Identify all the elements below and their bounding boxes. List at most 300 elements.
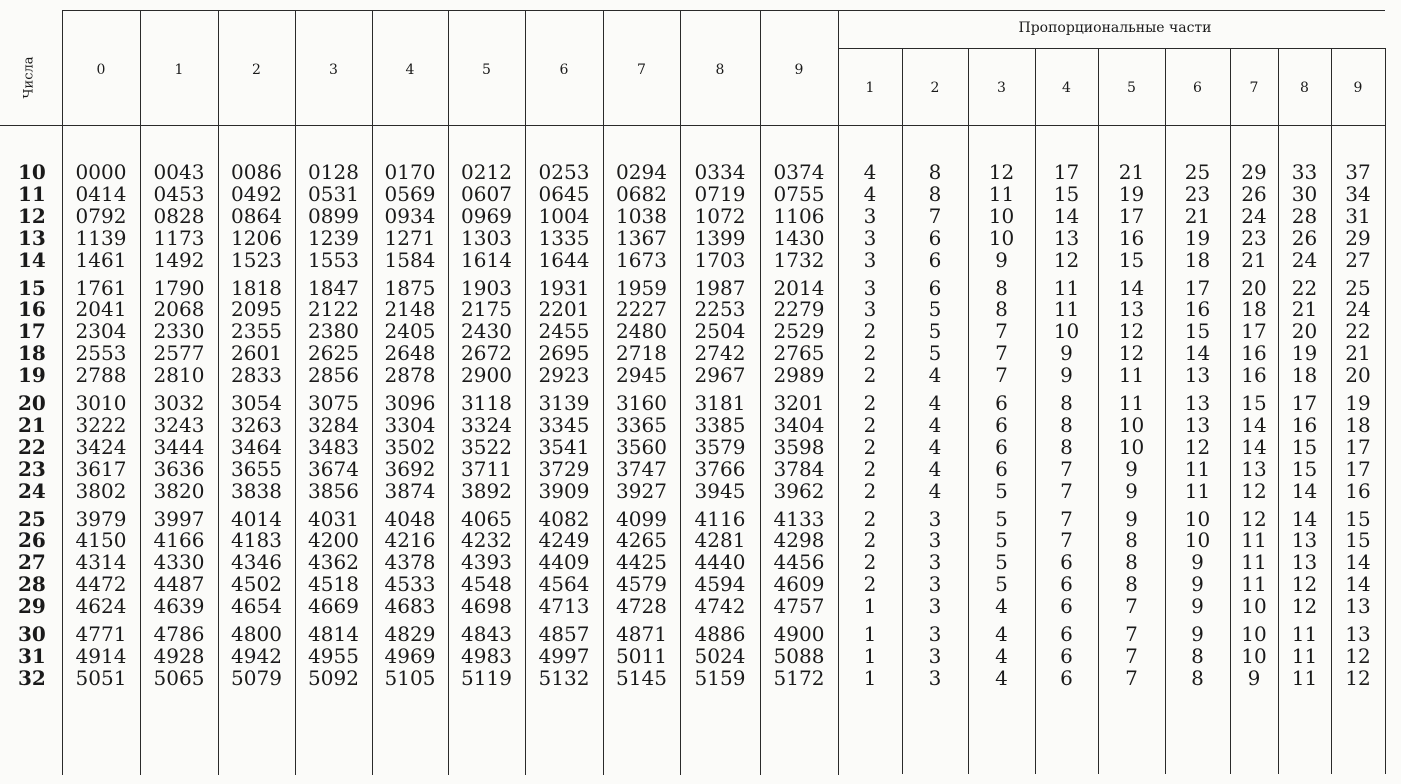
table-cell: 0043 xyxy=(153,160,205,184)
table-cell: 1761 xyxy=(75,275,127,300)
row-number: 30 xyxy=(18,622,46,646)
table-cell: 1430 xyxy=(773,225,825,250)
table-cell: 4502 xyxy=(231,572,282,597)
proportional-cell: 28 xyxy=(1291,203,1318,228)
table-cell: 4639 xyxy=(153,594,205,619)
proportional-cell: 11 xyxy=(1184,478,1211,503)
table-cell: 0086 xyxy=(231,160,282,184)
proportional-cell: 17 xyxy=(1053,160,1080,184)
table-cell: 4133 xyxy=(773,506,825,531)
proportional-cell: 2 xyxy=(863,550,877,575)
proportional-cell: 2 xyxy=(863,456,877,481)
table-cell: 4829 xyxy=(384,622,436,646)
proportional-cell: 14 xyxy=(1118,275,1145,300)
proportional-cell: 29 xyxy=(1241,160,1267,184)
table-cell: 3962 xyxy=(773,478,825,503)
proportional-cell: 5 xyxy=(995,478,1008,503)
table-cell: 2380 xyxy=(308,319,359,344)
proportional-cell: 6 xyxy=(995,412,1008,437)
table-cell: 4886 xyxy=(694,622,746,646)
table-cell: 4983 xyxy=(461,643,512,668)
proportional-cell: 3 xyxy=(928,550,942,575)
table-cell: 4183 xyxy=(231,528,282,553)
proportional-cell: 9 xyxy=(1125,456,1138,481)
table-cell: 3598 xyxy=(773,434,825,459)
proportional-cell: 11 xyxy=(1118,391,1145,415)
proportional-cell: 11 xyxy=(1291,665,1318,690)
table-cell: 4800 xyxy=(231,622,282,646)
header-rule xyxy=(0,125,1385,126)
proportional-cell: 12 xyxy=(1053,247,1080,272)
proportional-cell: 19 xyxy=(1291,341,1318,366)
table-cell: 2553 xyxy=(75,341,127,366)
proportional-column-header: 3 xyxy=(997,80,1006,96)
table-cell: 3766 xyxy=(694,456,746,481)
row-number: 25 xyxy=(18,506,46,531)
proportional-cell: 3 xyxy=(928,572,942,597)
table-cell: 4166 xyxy=(153,528,205,553)
table-cell: 3692 xyxy=(384,456,436,481)
proportional-column-header: 1 xyxy=(865,80,875,96)
table-cell: 4048 xyxy=(384,506,436,531)
table-cell: 4031 xyxy=(308,506,359,531)
proportional-cell: 7 xyxy=(928,203,942,228)
proportional-cell: 8 xyxy=(1125,550,1138,575)
proportional-cell: 6 xyxy=(1060,643,1073,668)
proportional-cell: 4 xyxy=(928,434,942,459)
table-cell: 4969 xyxy=(384,643,436,668)
table-cell: 5159 xyxy=(694,665,746,690)
proportional-cell: 4 xyxy=(995,643,1008,668)
proportional-cell: 10 xyxy=(1053,319,1080,344)
proportional-cell: 8 xyxy=(995,297,1008,322)
table-cell: 3075 xyxy=(308,391,359,415)
table-cell: 2095 xyxy=(231,297,282,322)
table-cell: 4579 xyxy=(616,572,667,597)
table-cell: 4150 xyxy=(75,528,127,553)
table-cell: 4232 xyxy=(461,528,512,553)
proportional-cell: 17 xyxy=(1345,456,1371,481)
table-cell: 2900 xyxy=(461,363,512,388)
proportional-cell: 17 xyxy=(1118,203,1145,228)
row-number: 17 xyxy=(18,319,46,344)
top-rule xyxy=(62,10,1385,11)
table-cell: 4065 xyxy=(461,506,512,531)
table-cell: 4456 xyxy=(773,550,825,575)
table-cell: 0414 xyxy=(75,181,127,206)
table-cell: 3909 xyxy=(538,478,590,503)
table-cell: 0492 xyxy=(231,181,282,206)
table-cell: 4249 xyxy=(538,528,590,553)
table-cell: 3820 xyxy=(153,478,205,503)
table-cell: 2923 xyxy=(538,363,590,388)
proportional-cell: 13 xyxy=(1118,297,1145,322)
table-cell: 2833 xyxy=(231,363,282,388)
table-cell: 0000 xyxy=(75,160,127,184)
proportional-cell: 11 xyxy=(1291,643,1318,668)
proportional-cell: 7 xyxy=(1060,456,1073,481)
table-cell: 3838 xyxy=(231,478,282,503)
proportional-cell: 11 xyxy=(1118,363,1145,388)
table-cell: 1818 xyxy=(231,275,282,300)
proportional-cell: 21 xyxy=(1184,203,1211,228)
table-cell: 4843 xyxy=(461,622,512,646)
row-number: 14 xyxy=(18,247,46,272)
table-cell: 2577 xyxy=(153,341,205,366)
proportional-cell: 10 xyxy=(1118,434,1145,459)
proportional-cell: 2 xyxy=(863,528,877,553)
proportional-cell: 2 xyxy=(863,341,877,366)
table-cell: 3118 xyxy=(461,391,512,415)
table-cell: 2810 xyxy=(153,363,205,388)
column-header: 8 xyxy=(715,62,725,78)
proportional-cell: 3 xyxy=(928,506,942,531)
proportional-cell: 4 xyxy=(928,391,942,415)
proportional-cell: 11 xyxy=(1241,528,1267,553)
table-cell: 2279 xyxy=(773,297,825,322)
table-cell: 2989 xyxy=(773,363,825,388)
row-number: 20 xyxy=(18,391,46,415)
table-cell: 5105 xyxy=(384,665,436,690)
proportional-cell: 13 xyxy=(1184,363,1211,388)
table-cell: 4955 xyxy=(308,643,359,668)
table-cell: 3404 xyxy=(773,412,825,437)
proportional-parts-title: Пропорциональные части xyxy=(1018,20,1212,36)
table-cell: 4393 xyxy=(461,550,512,575)
table-cell: 0531 xyxy=(308,181,359,206)
proportional-column-header: 7 xyxy=(1249,80,1259,96)
table-cell: 3784 xyxy=(773,456,825,481)
proportional-cell: 16 xyxy=(1241,363,1267,388)
proportional-cell: 26 xyxy=(1241,181,1267,206)
table-cell: 0128 xyxy=(308,160,359,184)
table-cell: 3304 xyxy=(384,412,436,437)
table-cell: 0864 xyxy=(231,203,282,228)
proportional-column-header: 8 xyxy=(1300,80,1309,96)
table-cell: 2945 xyxy=(616,363,667,388)
row-number: 24 xyxy=(18,478,46,503)
proportional-cell: 6 xyxy=(995,391,1008,415)
proportional-cell: 16 xyxy=(1184,297,1211,322)
table-cell: 0682 xyxy=(616,181,667,206)
proportional-cell: 19 xyxy=(1345,391,1371,415)
table-cell: 4771 xyxy=(75,622,127,646)
table-cell: 5145 xyxy=(616,665,667,690)
proportional-cell: 1 xyxy=(863,665,877,690)
table-cell: 4346 xyxy=(231,550,282,575)
proportional-cell: 6 xyxy=(928,247,942,272)
proportional-column-header: 2 xyxy=(930,80,940,96)
table-cell: 3284 xyxy=(308,412,359,437)
table-cell: 5079 xyxy=(231,665,282,690)
table-cell: 4362 xyxy=(308,550,359,575)
proportional-cell: 14 xyxy=(1241,412,1267,437)
table-cell: 4728 xyxy=(616,594,667,619)
proportional-cell: 11 xyxy=(1053,275,1080,300)
proportional-column-header: 6 xyxy=(1193,80,1202,96)
proportional-cell: 20 xyxy=(1345,363,1371,388)
proportional-cell: 15 xyxy=(1291,434,1318,459)
proportional-column-header: 9 xyxy=(1353,80,1363,96)
proportional-cell: 1 xyxy=(863,643,877,668)
table-cell: 3345 xyxy=(538,412,590,437)
table-cell: 3711 xyxy=(461,456,512,481)
proportional-cell: 6 xyxy=(995,456,1008,481)
table-cell: 3747 xyxy=(616,456,667,481)
table-cell: 4265 xyxy=(616,528,667,553)
table-cell: 0899 xyxy=(308,203,359,228)
table-cell: 2330 xyxy=(153,319,205,344)
table-cell: 0253 xyxy=(538,160,590,184)
table-cell: 3181 xyxy=(694,391,746,415)
table-cell: 2788 xyxy=(75,363,127,388)
row-number: 12 xyxy=(18,203,46,228)
proportional-cell: 8 xyxy=(995,275,1008,300)
proportional-cell: 4 xyxy=(995,594,1008,619)
proportional-cell: 15 xyxy=(1345,506,1371,531)
proportional-cell: 11 xyxy=(1291,622,1318,646)
proportional-cell: 16 xyxy=(1118,225,1145,250)
table-cell: 2529 xyxy=(773,319,825,344)
table-cell: 0294 xyxy=(616,160,667,184)
proportional-cell: 1 xyxy=(863,622,877,646)
table-cell: 2041 xyxy=(75,297,127,322)
proportional-cell: 9 xyxy=(995,247,1008,272)
proportional-cell: 12 xyxy=(1241,478,1267,503)
proportional-cell: 2 xyxy=(863,478,877,503)
proportional-cell: 4 xyxy=(928,478,942,503)
proportional-cell: 11 xyxy=(1184,456,1211,481)
table-cell: 4814 xyxy=(308,622,359,646)
proportional-cell: 15 xyxy=(1184,319,1211,344)
table-cell: 0334 xyxy=(694,160,746,184)
proportional-cell: 17 xyxy=(1345,434,1371,459)
table-cell: 3874 xyxy=(384,478,436,503)
table-cell: 3054 xyxy=(231,391,282,415)
table-cell: 3617 xyxy=(75,456,127,481)
proportional-cell: 9 xyxy=(1191,550,1204,575)
proportional-cell: 10 xyxy=(988,225,1015,250)
proportional-cell: 3 xyxy=(863,203,877,228)
proportional-cell: 3 xyxy=(863,225,877,250)
proportional-cell: 31 xyxy=(1345,203,1371,228)
row-number: 10 xyxy=(18,160,46,184)
proportional-cell: 5 xyxy=(928,341,942,366)
table-cell: 2695 xyxy=(538,341,590,366)
table-cell: 0607 xyxy=(461,181,512,206)
table-cell: 2967 xyxy=(694,363,746,388)
table-cell: 4609 xyxy=(773,572,825,597)
table-cell: 4425 xyxy=(616,550,667,575)
table-cell: 3243 xyxy=(153,412,205,437)
proportional-cell: 13 xyxy=(1241,456,1267,481)
proportional-column-header: 4 xyxy=(1062,80,1071,96)
proportional-cell: 15 xyxy=(1345,528,1371,553)
proportional-cell: 15 xyxy=(1118,247,1145,272)
proportional-cell: 12 xyxy=(1345,665,1371,690)
table-cell: 3979 xyxy=(75,506,127,531)
table-cell: 4742 xyxy=(694,594,746,619)
table-cell: 2430 xyxy=(461,319,512,344)
proportional-cell: 3 xyxy=(928,643,942,668)
table-cell: 1732 xyxy=(773,247,825,272)
table-cell: 4997 xyxy=(538,643,590,668)
proportional-cell: 6 xyxy=(995,434,1008,459)
proportional-cell: 4 xyxy=(928,456,942,481)
proportional-cell: 23 xyxy=(1241,225,1267,250)
row-number: 13 xyxy=(18,225,46,250)
proportional-cell: 12 xyxy=(988,160,1015,184)
table-cell: 4216 xyxy=(384,528,436,553)
table-cell: 4116 xyxy=(694,506,746,531)
proportional-cell: 2 xyxy=(863,572,877,597)
proportional-cell: 3 xyxy=(928,665,942,690)
row-number: 32 xyxy=(18,665,46,690)
table-cell: 3802 xyxy=(75,478,127,503)
proportional-cell: 5 xyxy=(995,550,1008,575)
proportional-cell: 9 xyxy=(1060,363,1073,388)
table-cell: 1790 xyxy=(153,275,205,300)
table-cell: 5172 xyxy=(773,665,825,690)
table-cell: 2504 xyxy=(694,319,746,344)
proportional-cell: 30 xyxy=(1291,181,1318,206)
proportional-cell: 9 xyxy=(1247,665,1261,690)
proportional-cell: 9 xyxy=(1125,478,1138,503)
proportional-cell: 37 xyxy=(1345,160,1371,184)
table-cell: 4409 xyxy=(538,550,590,575)
proportional-cell: 9 xyxy=(1191,572,1204,597)
table-cell: 1931 xyxy=(538,275,590,300)
table-cell: 2014 xyxy=(773,275,825,300)
proportional-cell: 11 xyxy=(1053,297,1080,322)
proportional-cell: 10 xyxy=(1184,528,1211,553)
table-cell: 1461 xyxy=(75,247,127,272)
proportional-rule xyxy=(838,48,1385,49)
proportional-cell: 2 xyxy=(863,412,877,437)
proportional-cell: 8 xyxy=(1060,412,1073,437)
table-cell: 3010 xyxy=(75,391,127,415)
table-cell: 3636 xyxy=(153,456,205,481)
proportional-cell: 3 xyxy=(928,594,942,619)
table-cell: 4330 xyxy=(153,550,205,575)
table-cell: 3674 xyxy=(308,456,359,481)
table-cell: 4314 xyxy=(75,550,127,575)
column-header: 3 xyxy=(329,62,338,78)
proportional-cell: 14 xyxy=(1241,434,1267,459)
table-cell: 4914 xyxy=(75,643,127,668)
proportional-cell: 4 xyxy=(995,665,1008,690)
table-cell: 0719 xyxy=(694,181,746,206)
proportional-cell: 5 xyxy=(995,506,1008,531)
table-cell: 3324 xyxy=(461,412,512,437)
proportional-cell: 4 xyxy=(863,181,877,206)
proportional-cell: 18 xyxy=(1291,363,1318,388)
proportional-cell: 3 xyxy=(928,622,942,646)
proportional-cell: 4 xyxy=(928,363,942,388)
proportional-cell: 33 xyxy=(1291,160,1318,184)
table-cell: 5088 xyxy=(773,643,825,668)
table-cell: 3483 xyxy=(308,434,359,459)
proportional-cell: 11 xyxy=(988,181,1015,206)
proportional-cell: 17 xyxy=(1291,391,1318,415)
table-cell: 3096 xyxy=(384,391,436,415)
proportional-cell: 14 xyxy=(1291,506,1318,531)
proportional-cell: 14 xyxy=(1291,478,1318,503)
numbers-column-header: Числа xyxy=(21,56,37,99)
table-cell: 0374 xyxy=(773,160,825,184)
table-cell: 4654 xyxy=(231,594,282,619)
table-cell: 0828 xyxy=(153,203,205,228)
table-cell: 4281 xyxy=(694,528,746,553)
proportional-cell: 13 xyxy=(1291,528,1318,553)
proportional-cell: 10 xyxy=(1184,506,1211,531)
table-cell: 2672 xyxy=(461,341,512,366)
proportional-cell: 6 xyxy=(1060,665,1073,690)
column-header: 2 xyxy=(252,62,261,78)
proportional-cell: 11 xyxy=(1241,572,1267,597)
proportional-cell: 20 xyxy=(1291,319,1318,344)
proportional-cell: 13 xyxy=(1053,225,1080,250)
proportional-cell: 4 xyxy=(863,160,877,184)
proportional-cell: 8 xyxy=(1125,528,1138,553)
table-cell: 4857 xyxy=(538,622,590,646)
column-header: 0 xyxy=(96,62,106,78)
table-cell: 2253 xyxy=(694,297,746,322)
table-cell: 2405 xyxy=(384,319,436,344)
table-cell: 1614 xyxy=(461,247,512,272)
table-cell: 3655 xyxy=(231,456,282,481)
table-cell: 1335 xyxy=(538,225,590,250)
table-cell: 1644 xyxy=(538,247,590,272)
proportional-cell: 7 xyxy=(1125,622,1138,646)
proportional-cell: 23 xyxy=(1184,181,1211,206)
table-cell: 2856 xyxy=(308,363,359,388)
table-cell: 4548 xyxy=(461,572,512,597)
table-cell: 1847 xyxy=(308,275,359,300)
row-number: 21 xyxy=(18,412,46,437)
proportional-cell: 13 xyxy=(1345,594,1371,619)
proportional-cell: 8 xyxy=(928,160,942,184)
table-cell: 2227 xyxy=(616,297,667,322)
column-header: 7 xyxy=(637,62,646,78)
proportional-cell: 24 xyxy=(1345,297,1371,322)
table-cell: 4533 xyxy=(384,572,436,597)
proportional-cell: 15 xyxy=(1241,391,1267,415)
proportional-column-header: 5 xyxy=(1127,80,1136,96)
table-cell: 2742 xyxy=(694,341,746,366)
proportional-cell: 21 xyxy=(1345,341,1371,366)
proportional-cell: 4 xyxy=(928,412,942,437)
table-cell: 1875 xyxy=(384,275,436,300)
proportional-cell: 29 xyxy=(1345,225,1371,250)
row-number: 15 xyxy=(18,275,46,300)
table-cell: 5051 xyxy=(75,665,127,690)
table-cell: 4472 xyxy=(75,572,127,597)
table-cell: 4099 xyxy=(616,506,667,531)
table-cell: 1703 xyxy=(694,247,746,272)
proportional-cell: 12 xyxy=(1118,341,1145,366)
table-cell: 1959 xyxy=(616,275,667,300)
table-cell: 3385 xyxy=(694,412,746,437)
proportional-cell: 19 xyxy=(1184,225,1211,250)
proportional-cell: 5 xyxy=(928,319,942,344)
table-cell: 0755 xyxy=(773,181,825,206)
proportional-cell: 13 xyxy=(1184,391,1211,415)
table-cell: 3424 xyxy=(75,434,127,459)
table-cell: 0645 xyxy=(538,181,590,206)
proportional-cell: 9 xyxy=(1191,594,1204,619)
proportional-cell: 12 xyxy=(1184,434,1211,459)
